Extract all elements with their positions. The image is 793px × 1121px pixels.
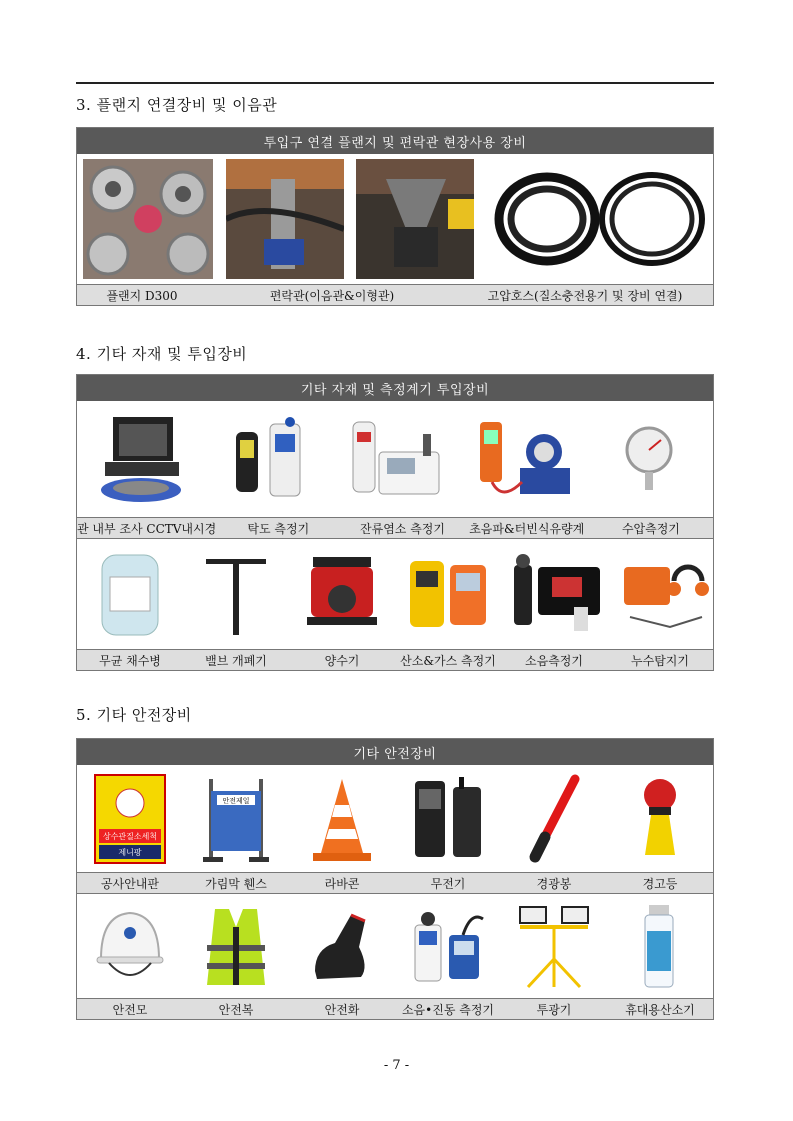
caption-row-2 (77, 999, 713, 1019)
turbidity-meter-icon (218, 412, 318, 507)
residual-chlorine-meter-icon (345, 412, 445, 507)
caption-construction-sign: 공사안내판 (101, 876, 159, 891)
image-row-2 (77, 894, 713, 999)
noise-vibration-meter-icon (403, 901, 493, 991)
caption-hose: 고압호스(질소충전용기 및 장비 연결) (487, 288, 683, 303)
page-number: - 7 - (383, 1058, 410, 1073)
caption-pressure-gauge: 수압측정기 (621, 521, 680, 536)
reducer-pipe-photo-2 (356, 159, 474, 279)
reducer-pipe-photo-1 (226, 159, 344, 279)
water-pump-icon (297, 547, 387, 642)
walkie-talkie-icon (403, 773, 493, 865)
image-row-1 (77, 401, 713, 518)
safety-equipment-table (76, 738, 714, 1020)
gas-detector-icon (398, 547, 498, 642)
image-row (77, 154, 713, 285)
caption-cctv: 관 내부 조사 CCTV내시경 (77, 521, 217, 536)
safety-vest-icon (199, 901, 273, 991)
table-header: 기타 자재 및 측정계기 투입장비 (77, 375, 713, 401)
caption-sound-meter: 소음측정기 (525, 653, 583, 668)
flow-meter-icon (462, 412, 582, 507)
caption-valve-opener: 밸브 개폐기 (205, 653, 267, 668)
caption-barrier-fence: 가림막 휀스 (205, 876, 267, 891)
caption-row (77, 285, 713, 305)
section-title-3: 3. 플랜지 연결장비 및 이음관 (76, 96, 278, 114)
safety-shoes-icon (305, 901, 379, 991)
caption-noise-vibration-meter: 소음•진동 측정기 (401, 1002, 495, 1017)
caption-helmet: 안전모 (112, 1002, 148, 1017)
caption-traffic-baton: 경광봉 (536, 876, 572, 891)
caption-traffic-cone: 라바콘 (324, 876, 360, 891)
safety-helmet-icon (93, 901, 167, 991)
high-pressure-hose-photo (487, 164, 707, 274)
image-row-2 (77, 539, 713, 650)
warning-light-icon (623, 773, 697, 865)
table-header: 기타 안전장비 (77, 739, 713, 765)
table-header: 투입구 연결 플랜지 및 편락관 현장사용 장비 (77, 128, 713, 154)
sterile-sample-bottle-icon (90, 547, 170, 642)
caption-turbidity: 탁도 측정기 (247, 521, 310, 536)
section-title-5: 5. 기타 안전장비 (76, 706, 192, 724)
valve-opener-icon (196, 547, 276, 642)
top-rule (76, 82, 714, 84)
caption-leak-detector: 누수탐지기 (631, 653, 689, 668)
sign-brand-text: 제니팡 (118, 847, 142, 857)
caption-row-1 (77, 873, 713, 894)
caption-walkie-talkie: 무전기 (430, 876, 466, 891)
cctv-endoscope-icon (91, 412, 191, 507)
image-row-1 (77, 765, 713, 873)
caption-gas-detector: 산소&가스 측정기 (400, 653, 496, 668)
barrier-fence-icon (199, 773, 273, 865)
pressure-gauge-icon (599, 412, 699, 507)
floodlight-icon (514, 901, 594, 991)
caption-flowmeter: 초음파&터빈식유량계 (469, 521, 585, 536)
fence-label: 안전제일 (222, 796, 250, 805)
caption-chlorine: 잔류염소 측정기 (360, 521, 445, 536)
caption-floodlight: 투광기 (536, 1002, 572, 1017)
traffic-baton-icon (517, 773, 591, 865)
caption-safety-shoes: 안전화 (324, 1002, 360, 1017)
caption-safety-vest: 안전복 (218, 1002, 254, 1017)
caption-reducer: 편락관(이음관&이형관) (269, 288, 395, 303)
leak-detector-icon (610, 547, 710, 642)
caption-row-2 (77, 650, 713, 670)
caption-oxygen-can: 휴대용산소기 (625, 1002, 695, 1017)
construction-sign-icon (93, 773, 167, 865)
section-title-4: 4. 기타 자재 및 투입장비 (76, 345, 248, 363)
caption-water-pump: 양수기 (324, 653, 360, 668)
misc-equipment-table (76, 374, 714, 671)
portable-oxygen-can-icon (623, 901, 697, 991)
sound-level-meter-icon (504, 547, 604, 642)
traffic-cone-icon (305, 773, 379, 865)
caption-sample-bottle: 무균 채수병 (99, 653, 161, 668)
flange-photo (83, 159, 213, 279)
sign-text: 상수관질소세척 (102, 831, 158, 841)
caption-warning-light: 경고등 (642, 876, 678, 891)
caption-row-1 (77, 518, 713, 539)
caption-flange: 플랜지 D300 (106, 288, 178, 303)
flange-equipment-table (76, 127, 714, 306)
